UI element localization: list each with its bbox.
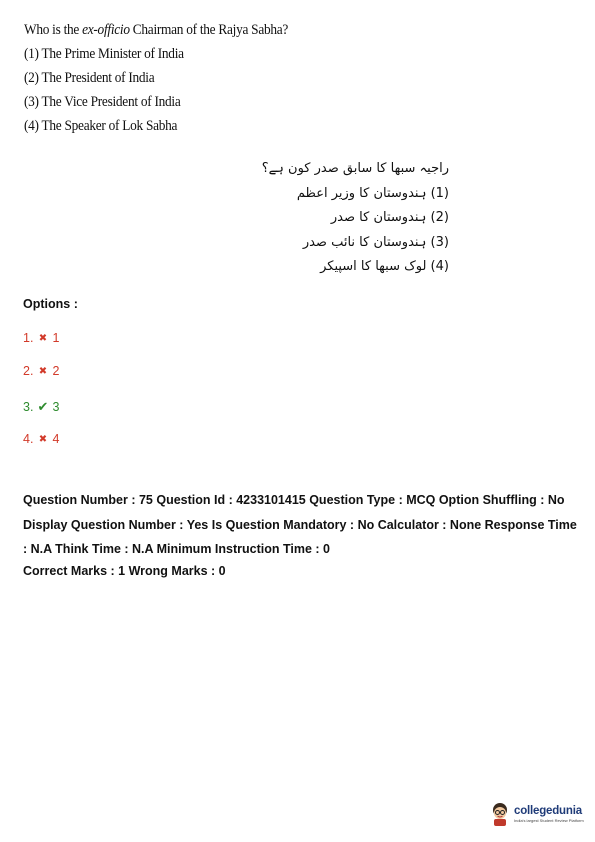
question-option-4: (4) The Speaker of Lok Sabha: [24, 118, 178, 134]
logo-tagline: India's largest Student Review Platform: [514, 818, 584, 823]
answer-option-3: [23, 399, 59, 415]
question-metadata: [23, 488, 578, 562]
question-stem-suffix: Chairman of the Rajya Sabha?: [129, 22, 289, 38]
option-number: 3.: [23, 400, 34, 414]
collegedunia-logo: [489, 801, 584, 827]
options-heading: Options :: [23, 297, 78, 311]
option-number: 1.: [23, 331, 34, 345]
mascot-icon: [489, 801, 511, 827]
question-option-2: (2) The President of India: [24, 70, 155, 86]
logo-brand: collegedunia: [514, 805, 582, 817]
option-label: 3: [52, 400, 60, 414]
urdu-option-4: (4) لوک سبھا کا اسپیکر: [320, 259, 449, 274]
option-label: 2: [52, 364, 60, 378]
urdu-option-2: (2) ہندوستان کا صدر: [330, 210, 449, 225]
answer-option-1: [23, 331, 59, 345]
option-number: 2.: [23, 364, 34, 378]
urdu-option-3: (3) ہندوستان کا نائب صدر: [302, 234, 449, 250]
question-option-1: (1) The Prime Minister of India: [24, 46, 184, 62]
answer-option-2: [23, 364, 59, 378]
option-number: 4.: [23, 432, 34, 446]
question-stem-prefix: Who is the: [24, 22, 83, 38]
urdu-question-stem: راجیہ سبھا کا سابق صدر کون ہے؟: [261, 161, 449, 176]
question-english: [24, 18, 288, 138]
cross-icon: ✖: [38, 433, 48, 445]
question-urdu: [262, 157, 449, 280]
metadata-line-1: Question Number : 75 Question Id : 4233101415 Question Type : MCQ Option Shuffling : No: [23, 493, 565, 507]
question-stem-italic: ex-officio: [82, 22, 130, 38]
marks-info: Correct Marks : 1 Wrong Marks : 0: [23, 564, 226, 578]
cross-icon: ✖: [38, 365, 48, 377]
option-label: 1: [52, 331, 60, 345]
metadata-line-3: : N.A Think Time : N.A Minimum Instruction Time : 0: [23, 542, 330, 556]
urdu-option-1: (1) ہندوستان کا وزیر اعظم: [296, 185, 449, 201]
check-icon: ✔: [37, 399, 49, 414]
cross-icon: ✖: [38, 332, 48, 344]
option-label: 4: [52, 432, 60, 446]
question-option-3: (3) The Vice President of India: [24, 94, 181, 110]
metadata-line-2: Display Question Number : Yes Is Question Mandatory : No Calculator : None Response Time: [23, 517, 577, 532]
question-stem: [24, 18, 288, 42]
answer-option-4: [23, 432, 59, 446]
